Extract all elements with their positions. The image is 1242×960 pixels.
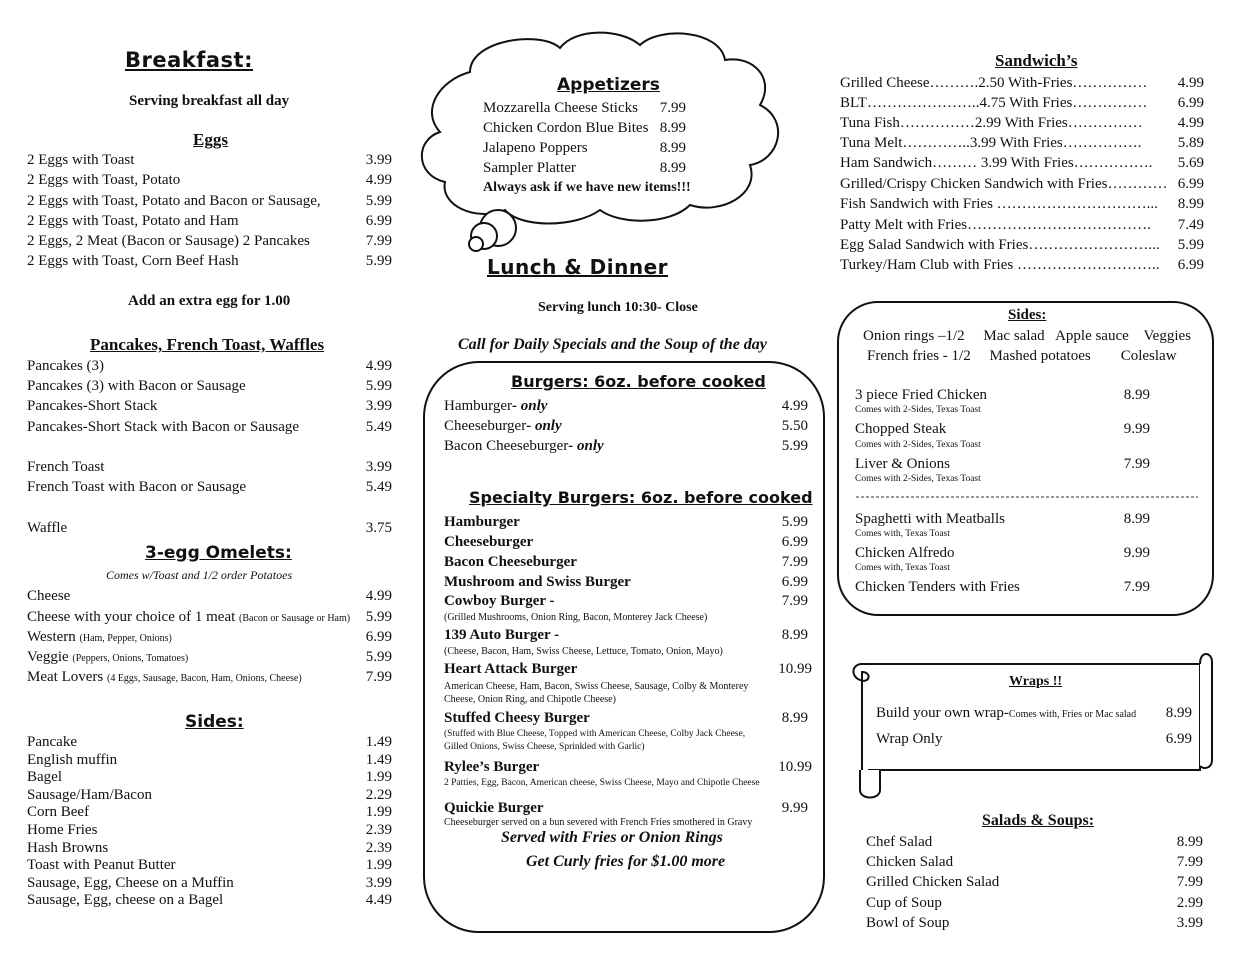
list-item: Veggie (Peppers, Onions, Tomatoes) 5.99 xyxy=(27,649,392,665)
list-item: Rylee’s Burger 10.99 xyxy=(444,759,812,775)
burgers-title: Burgers: 6oz. before cooked xyxy=(511,372,766,391)
list-item: Ham Sandwich……… 3.99 With Fries……………. 5.69 xyxy=(840,155,1204,171)
list-item: Pancake 1.49 xyxy=(27,734,392,750)
specialty-title: Specialty Burgers: 6oz. before cooked xyxy=(469,488,813,507)
item-note: Comes with 2-Sides, Texas Toast xyxy=(855,440,981,450)
item-description: (Cheese, Bacon, Ham, Swiss Cheese, Lettuce, Tomato, Onion, Mayo) xyxy=(444,646,723,657)
item-note: Comes with, Texas Toast xyxy=(855,529,950,539)
list-item: French Toast 3.99 xyxy=(27,459,392,475)
list-item: Sampler Platter 8.99 xyxy=(483,160,686,176)
list-item: Chef Salad 8.99 xyxy=(866,834,1203,850)
list-item: 2 Eggs with Toast, Corn Beef Hash 5.99 xyxy=(27,253,392,269)
list-item: Pancakes (3) 4.99 xyxy=(27,358,392,374)
item-note: Comes with 2-Sides, Texas Toast xyxy=(855,474,981,484)
list-item: Western (Ham, Pepper, Onions) 6.99 xyxy=(27,629,392,645)
item-note: Comes with 2-Sides, Texas Toast xyxy=(855,405,981,415)
list-item: Corn Beef 1.99 xyxy=(27,804,392,820)
item-description: (Stuffed with Blue Cheese, Topped with American Cheese, Colby Jack Cheese, xyxy=(444,729,746,739)
sandwiches-title: Sandwich’s xyxy=(995,51,1078,70)
list-item: 2 Eggs, 2 Meat (Bacon or Sausage) 2 Pancakes 7.99 xyxy=(27,233,392,249)
list-item: Cup of Soup 2.99 xyxy=(866,895,1203,911)
eggs-title: Eggs xyxy=(193,130,228,149)
list-item: Heart Attack Burger 10.99 xyxy=(444,661,812,677)
list-item: 2 Eggs with Toast 3.99 xyxy=(27,152,392,168)
item-description: Gilled Onions, Swiss Cheese, Sprinkled with Garlic) xyxy=(444,742,645,752)
salads-title: Salads & Soups: xyxy=(982,812,1095,829)
list-item: Grilled Chicken Salad 7.99 xyxy=(866,874,1203,890)
item-description: American Cheese, Ham, Bacon, Swiss Cheese, Sausage, Colby & Monterey xyxy=(444,681,749,692)
list-item: Patty Melt with Fries………………………………. 7.49 xyxy=(840,217,1204,233)
list-item: Pancakes-Short Stack with Bacon or Sausage 5.49 xyxy=(27,419,392,435)
list-item: Sausage, Egg, cheese on a Bagel 4.49 xyxy=(27,892,392,908)
list-item: BLT…………………..4.75 With Fries…………… 6.99 xyxy=(840,95,1204,111)
lunch-title: Lunch & Dinner xyxy=(487,255,669,279)
appetizers-title: Appetizers xyxy=(557,75,660,95)
list-item: Jalapeno Poppers 8.99 xyxy=(483,140,686,156)
list-item: Waffle 3.75 xyxy=(27,520,392,536)
list-item: Toast with Peanut Butter 1.99 xyxy=(27,857,392,873)
item-description: (Grilled Mushrooms, Onion Ring, Bacon, Monterey Jack Cheese) xyxy=(444,612,708,623)
list-item: Tuna Fish……………2.99 With Fries…………… 4.99 xyxy=(840,115,1204,131)
list-item: Bowl of Soup 3.99 xyxy=(866,915,1203,931)
list-item: Mushroom and Swiss Burger 6.99 xyxy=(444,574,808,590)
list-item: Sausage, Egg, Cheese on a Muffin 3.99 xyxy=(27,875,392,891)
list-item: Chicken Cordon Blue Bites 8.99 xyxy=(483,120,686,136)
list-item: Cheese with your choice of 1 meat (Bacon or Sausage or Ham) 5.99 xyxy=(27,609,392,625)
list-item: Grilled/Crispy Chicken Sandwich with Fries………… 6.99 xyxy=(840,176,1204,192)
item-description: Cheeseburger served on a bun severed with French Fries smothered in Gravy xyxy=(444,817,753,828)
list-item: French Toast with Bacon or Sausage 5.49 xyxy=(27,479,392,495)
list-item: Turkey/Ham Club with Fries ……………………….. 6.99 xyxy=(840,257,1204,273)
list-item: Chicken Tenders with Fries 7.99 xyxy=(855,579,1150,595)
list-item: Chicken Alfredo 9.99 xyxy=(855,545,1150,561)
item-description: Cheese, Onion Ring, and Chipotle Cheese) xyxy=(444,694,616,705)
list-item: Bacon Cheeseburger 7.99 xyxy=(444,554,808,570)
burger-footer-2: Get Curly fries for $1.00 more xyxy=(526,853,726,870)
list-item: Fish Sandwich with Fries …………………………... 8.99 xyxy=(840,196,1204,212)
list-item: Bagel 1.99 xyxy=(27,769,392,785)
list-item: Hamburger 5.99 xyxy=(444,514,808,530)
breakfast-sides-title: Sides: xyxy=(185,712,244,732)
item-description: 2 Patties, Egg, Bacon, American cheese, Swiss Cheese, Mayo and Chipotle Cheese xyxy=(444,778,760,788)
list-item: Cowboy Burger - 7.99 xyxy=(444,593,808,609)
appetizers-note: Always ask if we have new items!!! xyxy=(483,180,691,195)
specials-note: Call for Daily Specials and the Soup of the day xyxy=(458,336,767,353)
list-item: 2 Eggs with Toast, Potato and Ham 6.99 xyxy=(27,213,392,229)
list-item: Pancakes-Short Stack 3.99 xyxy=(27,398,392,414)
list-item: Hash Browns 2.39 xyxy=(27,840,392,856)
sides2-line-2: French fries - 1/2 Mashed potatoes Coleslaw xyxy=(867,348,1177,364)
list-item: Egg Salad Sandwich with Fries……………………... 5.99 xyxy=(840,237,1204,253)
list-item: Wrap Only 6.99 xyxy=(876,731,1192,747)
omelets-subtitle: Comes w/Toast and 1/2 order Potatoes xyxy=(106,568,293,582)
lunch-subtitle: Serving lunch 10:30- Close xyxy=(538,300,698,315)
breakfast-subtitle: Serving breakfast all day xyxy=(129,93,290,109)
list-item: Hamburger- only 4.99 xyxy=(444,398,808,414)
wraps-title: Wraps !! xyxy=(1009,674,1063,689)
burger-footer-1: Served with Fries or Onion Rings xyxy=(501,829,723,846)
omelets-title: 3-egg Omelets: xyxy=(145,543,292,563)
list-item: Mozzarella Cheese Sticks 7.99 xyxy=(483,100,686,116)
list-item: Cheeseburger 6.99 xyxy=(444,534,808,550)
list-item: Home Fries 2.39 xyxy=(27,822,392,838)
list-item: Chicken Salad 7.99 xyxy=(866,854,1203,870)
list-item: Quickie Burger 9.99 xyxy=(444,800,808,816)
list-item: Cheeseburger- only 5.50 xyxy=(444,418,808,434)
sides2-line-1: Onion rings –1/2 Mac salad Apple sauce Veggies xyxy=(863,328,1192,344)
list-item: English muffin 1.49 xyxy=(27,752,392,768)
list-item: Bacon Cheeseburger- only 5.99 xyxy=(444,438,808,454)
list-item: Pancakes (3) with Bacon or Sausage 5.99 xyxy=(27,378,392,394)
list-item: Grilled Cheese……….2.50 With-Fries…………… 4.99 xyxy=(840,75,1204,91)
list-item: 2 Eggs with Toast, Potato 4.99 xyxy=(27,172,392,188)
list-item: Tuna Melt…………..3.99 With Fries……………. 5.89 xyxy=(840,135,1204,151)
list-item: Sausage/Ham/Bacon 2.29 xyxy=(27,787,392,803)
list-item: Liver & Onions 7.99 xyxy=(855,456,1150,472)
list-item: Meat Lovers (4 Eggs, Sausage, Bacon, Ham, Onions, Cheese) 7.99 xyxy=(27,669,392,685)
list-item: 2 Eggs with Toast, Potato and Bacon or Sausage, 5.99 xyxy=(27,193,392,209)
extra-egg-note: Add an extra egg for 1.00 xyxy=(128,293,291,309)
item-note: Comes with, Texas Toast xyxy=(855,563,950,573)
list-item: 139 Auto Burger - 8.99 xyxy=(444,627,808,643)
pancakes-title: Pancakes, French Toast, Waffles xyxy=(90,335,325,354)
sides2-title: Sides: xyxy=(1008,307,1047,323)
list-item: Build your own wrap-Comes with, Fries or Mac salad 8.99 xyxy=(876,705,1192,721)
list-item: Stuffed Cheesy Burger 8.99 xyxy=(444,710,808,726)
list-item: 3 piece Fried Chicken 8.99 xyxy=(855,387,1150,403)
breakfast-title: Breakfast: xyxy=(125,48,253,72)
cloud-bubbles xyxy=(469,210,516,251)
list-item: Chopped Steak 9.99 xyxy=(855,421,1150,437)
list-item: Cheese 4.99 xyxy=(27,588,392,604)
list-item: Spaghetti with Meatballs 8.99 xyxy=(855,511,1150,527)
